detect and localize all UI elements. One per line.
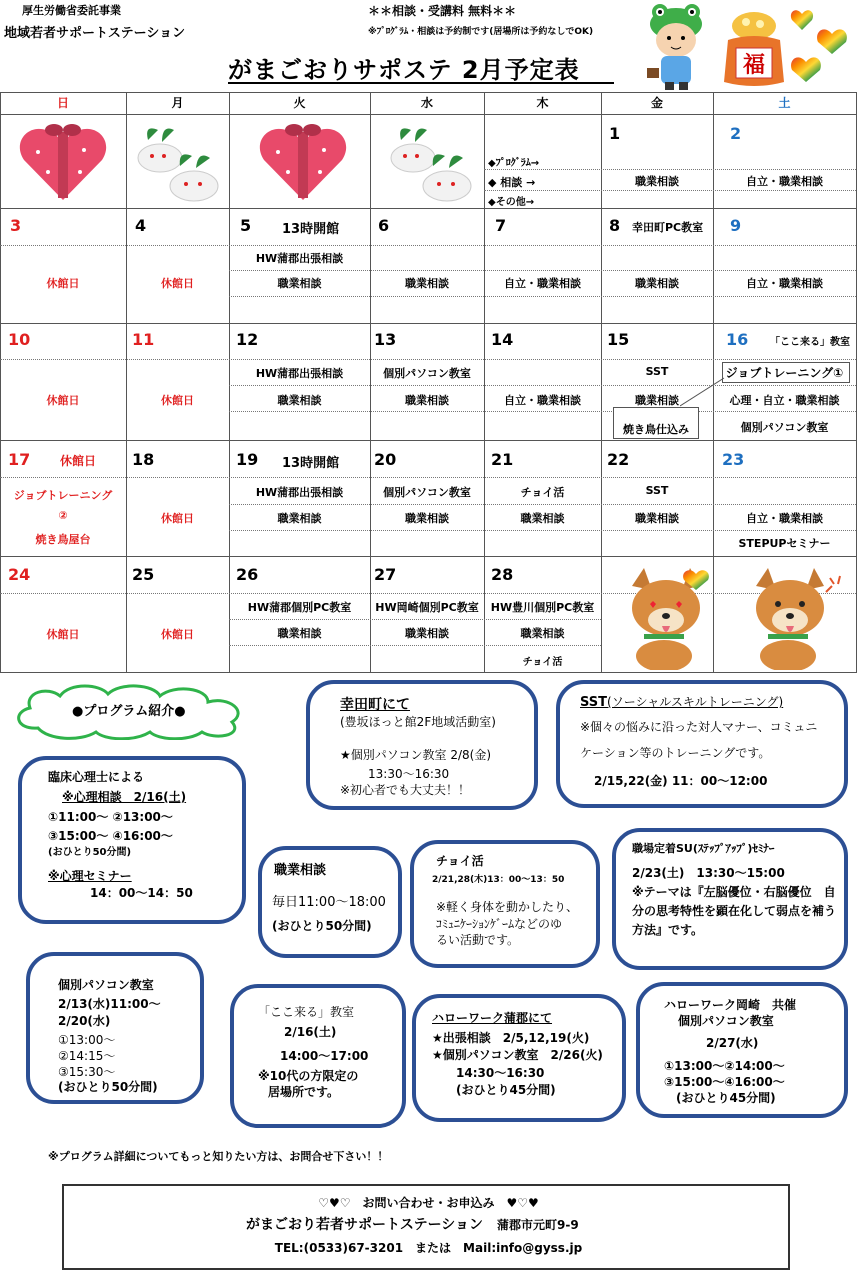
rainbow-heart-icon	[682, 568, 710, 592]
event-28-consult: 職業相談	[520, 627, 565, 640]
event-16-pc: 個別パソコン教室	[740, 421, 829, 434]
event-26-consult: 職業相談	[277, 627, 322, 640]
legend-other: ◆その他→	[488, 197, 535, 208]
note-17: 休館日	[60, 454, 97, 468]
reserve-note: ※ﾌﾟﾛｸﾞﾗﾑ・相談は予約制です(居場所は予約なしでOK)	[368, 27, 594, 37]
mascot-illustration	[635, 2, 717, 92]
career-t1: 職業相談	[274, 863, 327, 878]
event-28-hw: HW豊川個別PC教室	[490, 601, 595, 614]
header-fri: 金	[650, 96, 663, 110]
event-9-consult: 自立・職業相談	[746, 277, 823, 290]
lucky-bag-illustration	[718, 10, 790, 90]
event-27-consult: 職業相談	[405, 627, 449, 640]
legend-consult: ◆ 相談 →	[488, 176, 536, 189]
contact-address: 蒲郡市元町9-9	[497, 1218, 579, 1232]
event-19-hw: HW蒲郡出張相談	[255, 486, 344, 499]
hwoka-t1: ハローワーク岡崎 共催	[664, 998, 797, 1012]
hwgama-t2: ★出張相談 2/5,12,19(火)	[432, 1031, 590, 1045]
choi-t5: るい活動です。	[436, 933, 520, 947]
header-sun: 日	[56, 96, 69, 110]
event-20-consult: 職業相談	[405, 512, 449, 525]
sst-t1-full: (ソーシャルスキルトレーニング)	[607, 695, 784, 709]
date-23: 23	[722, 450, 745, 469]
kokokuru-t1-text: 「ここ来る」教室	[258, 1005, 355, 1019]
pc-t4: ①13:00～	[58, 1033, 116, 1047]
header-tue: 火	[293, 96, 306, 110]
kokokuru-t4: ※10代の方限定の	[258, 1069, 359, 1083]
kota-t5: ※初心者でも大丈夫！！	[340, 783, 471, 797]
hwgama-t5: (おひとり45分間)	[456, 1083, 556, 1097]
kota-t1: 幸田町にて	[340, 697, 410, 713]
title-underline	[228, 82, 614, 84]
note-8: 幸田町PC教室	[632, 221, 704, 234]
pc-t7: (おひとり50分間)	[58, 1080, 158, 1094]
date-7: 7	[495, 216, 507, 235]
event-18-closed: 休館日	[161, 512, 194, 525]
hwgama-t4: 14:30～16:30	[456, 1066, 545, 1080]
psych-t2: ※心理相談 2/16(土)	[62, 790, 187, 804]
sst-t1	[580, 694, 783, 712]
event-17-job-num: ②	[58, 509, 68, 522]
career-t3: (おひとり50分間)	[272, 919, 372, 933]
hwoka-t5: ③15:00～④16:00～	[664, 1075, 785, 1089]
header-sat: 土	[778, 96, 791, 110]
stepup-t2: 2/23(土) 13:30～15:00	[632, 866, 785, 880]
event-23-consult: 自立・職業相談	[746, 512, 823, 525]
event-5-consult: 職業相談	[277, 277, 322, 290]
date-8: 8	[609, 216, 621, 235]
event-27-hw: HW岡崎個別PC教室	[375, 601, 479, 614]
event-7-consult: 自立・職業相談	[504, 277, 581, 290]
pc-t2: 2/13(水)11:00～	[58, 997, 161, 1011]
event-25-closed: 休館日	[161, 628, 194, 641]
event-22-consult: 職業相談	[635, 512, 679, 525]
date-14: 14	[491, 330, 514, 349]
pc-t6: ③15:30～	[58, 1065, 116, 1079]
event-17-job: ジョブトレーニング	[13, 489, 113, 502]
ministry-label: 厚生労働省委託事業	[22, 4, 121, 17]
pc-t1: 個別パソコン教室	[58, 978, 154, 992]
date-16: 16	[726, 330, 749, 349]
date-24: 24	[8, 565, 31, 584]
stepup-t4: 分の思考特性を顕在化して弱点を補う	[632, 904, 837, 918]
kota-t4: 13:30～16:30	[368, 767, 450, 781]
event-5-hw: HW蒲郡出張相談	[255, 252, 344, 265]
stepup-t3: ※テーマは『左脳優位・右脳優位 自	[632, 885, 836, 899]
date-19: 19	[236, 450, 259, 469]
kokokuru-t5: 居場所です。	[268, 1085, 340, 1099]
snow-rabbit-illustration	[132, 120, 224, 206]
header-wed: 水	[420, 96, 433, 110]
note-16: 「ここ来る」教室	[770, 337, 850, 348]
header-mon: 月	[171, 96, 184, 110]
date-11: 11	[132, 330, 155, 349]
contact-org	[246, 1216, 579, 1235]
date-10: 10	[8, 330, 31, 349]
contact-tel-mail[interactable]: TEL:(0533)67-3201 または Mail:info@gyss.jp	[274, 1241, 583, 1255]
contact-header: ♡♥♡ お問い合わせ・お申込み ♥♡♥	[318, 1196, 539, 1210]
date-26: 26	[236, 565, 259, 584]
psych-t6: ※心理セミナー	[48, 869, 132, 883]
choi-t1: チョイ活	[436, 854, 484, 868]
date-5: 5	[240, 216, 252, 235]
program-note: ※プログラム詳細についてもっと知りたい方は、お問合せ下さい！！	[48, 1150, 389, 1163]
kokokuru-t3: 14:00～17:00	[280, 1049, 369, 1063]
event-13-consult: 職業相談	[405, 394, 449, 407]
note-19: 13時開館	[282, 456, 340, 471]
kota-t2: (豊坂ほっと館2F地域活動室)	[340, 715, 496, 729]
sst-t3: ケーション等のトレーニングです。	[580, 746, 771, 760]
choi-t3: ※軽く身体を動かしたり、	[436, 900, 579, 914]
hwoka-t3: 2/27(水)	[706, 1036, 759, 1050]
page-title: がまごおりサポステ 2月予定表	[228, 56, 580, 84]
psych-t1: 臨床心理士による	[48, 770, 145, 784]
sst-t2: ※個々の悩みに沿った対人マナー、コミュニ	[580, 720, 818, 734]
fuku-char: 福	[742, 53, 766, 78]
event-21-choi: チョイ活	[520, 486, 565, 499]
event-21-consult: 職業相談	[520, 512, 565, 525]
note-5: 13時開館	[282, 222, 340, 237]
event-3-closed: 休館日	[46, 277, 80, 290]
date-27: 27	[374, 565, 397, 584]
date-2: 2	[730, 124, 742, 143]
snow-rabbit-illustration	[385, 120, 477, 206]
sst-t1-abbr: SST	[580, 695, 608, 710]
gift-heart-illustration	[258, 122, 348, 202]
date-18: 18	[132, 450, 155, 469]
date-1: 1	[609, 124, 621, 143]
event-23-stepup: STEPUPセミナー	[738, 537, 831, 550]
event-22-sst: SST	[645, 484, 669, 497]
psych-t3: ①11:00～ ②13:00～	[48, 810, 173, 824]
gift-heart-illustration	[18, 122, 108, 202]
psych-t7: 14：00～14：50	[90, 886, 193, 900]
kota-t3: ★個別パソコン教室 2/8(金)	[340, 748, 492, 762]
hwoka-t4: ①13:00～②14:00～	[664, 1059, 785, 1073]
date-17: 17	[8, 450, 31, 469]
choi-t4: ｺﾐｭﾆｹｰｼｮﾝｹﾞｰﾑなどのゆ	[436, 917, 563, 931]
kokokuru-t1	[258, 1004, 354, 1020]
date-15: 15	[607, 330, 630, 349]
date-13: 13	[374, 330, 397, 349]
event-15-consult: 職業相談	[635, 394, 679, 407]
event-16-job: ジョブトレーニング①	[725, 366, 844, 380]
hwgama-t1: ハローワーク蒲郡にて	[432, 1011, 553, 1025]
program-intro-title: ●プログラム紹介●	[72, 704, 186, 719]
event-10-closed: 休館日	[46, 394, 80, 407]
event-15-sst: SST	[645, 365, 669, 378]
stepup-t1: 職場定着SU(ｽﾃｯﾌﾟｱｯﾌﾟ)ｾﾐﾅｰ	[632, 842, 775, 855]
sst-t4: 2/15,22(金) 11：00～12:00	[594, 774, 768, 788]
event-26-hw: HW蒲郡個別PC教室	[247, 601, 352, 614]
hwoka-t6: (おひとり45分間)	[676, 1091, 776, 1105]
date-22: 22	[607, 450, 630, 469]
psych-t4: ③15:00～ ④16:00～	[48, 829, 173, 843]
hwoka-t2: 個別パソコン教室	[678, 1014, 774, 1028]
event-6-consult: 職業相談	[405, 277, 449, 290]
hwgama-t3: ★個別パソコン教室 2/26(火)	[432, 1048, 603, 1062]
psych-t5: (おひとり50分間)	[48, 847, 132, 858]
event-11-closed: 休館日	[161, 394, 194, 407]
date-25: 25	[132, 565, 155, 584]
event-28-choi: チョイ活	[522, 657, 563, 668]
event-17-yakitori: 焼き鳥屋台	[35, 533, 91, 546]
pc-t3: 2/20(水)	[58, 1014, 111, 1028]
event-1-consult: 職業相談	[635, 175, 679, 188]
pc-t5: ②14:15～	[58, 1049, 116, 1063]
date-21: 21	[491, 450, 514, 469]
choi-t2: 2/21,28(木)13：00～13：50	[432, 875, 565, 885]
date-20: 20	[374, 450, 397, 469]
date-4: 4	[135, 216, 147, 235]
header-thu: 木	[536, 96, 549, 110]
event-15-yakitori: 焼き鳥仕込み	[623, 423, 689, 436]
free-label: ＊＊相談・受講料 無料＊＊	[368, 4, 517, 18]
event-16-consult: 心理・自立・職業相談	[729, 394, 840, 407]
date-28: 28	[491, 565, 514, 584]
event-20-pc: 個別パソコン教室	[383, 486, 471, 499]
rainbow-hearts-icon	[788, 6, 854, 90]
event-19-consult: 職業相談	[277, 512, 322, 525]
kokokuru-t2: 2/16(土)	[284, 1025, 337, 1039]
date-12: 12	[236, 330, 259, 349]
event-4-closed: 休館日	[161, 277, 194, 290]
date-3: 3	[10, 216, 22, 235]
date-9: 9	[730, 216, 742, 235]
event-12-consult: 職業相談	[277, 394, 322, 407]
career-t2: 毎日11:00～18:00	[272, 895, 386, 910]
station-label: 地域若者サポートステーション	[4, 26, 186, 41]
event-24-closed: 休館日	[46, 628, 80, 641]
sparkle-icon	[822, 574, 846, 596]
event-2-consult: 自立・職業相談	[746, 175, 823, 188]
event-13-pc: 個別パソコン教室	[383, 367, 471, 380]
event-14-consult: 自立・職業相談	[504, 394, 581, 407]
event-8-consult: 職業相談	[635, 277, 679, 290]
event-12-hw: HW蒲郡出張相談	[255, 367, 344, 380]
stepup-t5: 方法』です。	[632, 923, 704, 937]
contact-org-name: がまごおり若者サポートステーション	[246, 1217, 484, 1233]
legend-program: ◆ﾌﾟﾛｸﾞﾗﾑ→	[488, 158, 540, 169]
date-6: 6	[378, 216, 390, 235]
